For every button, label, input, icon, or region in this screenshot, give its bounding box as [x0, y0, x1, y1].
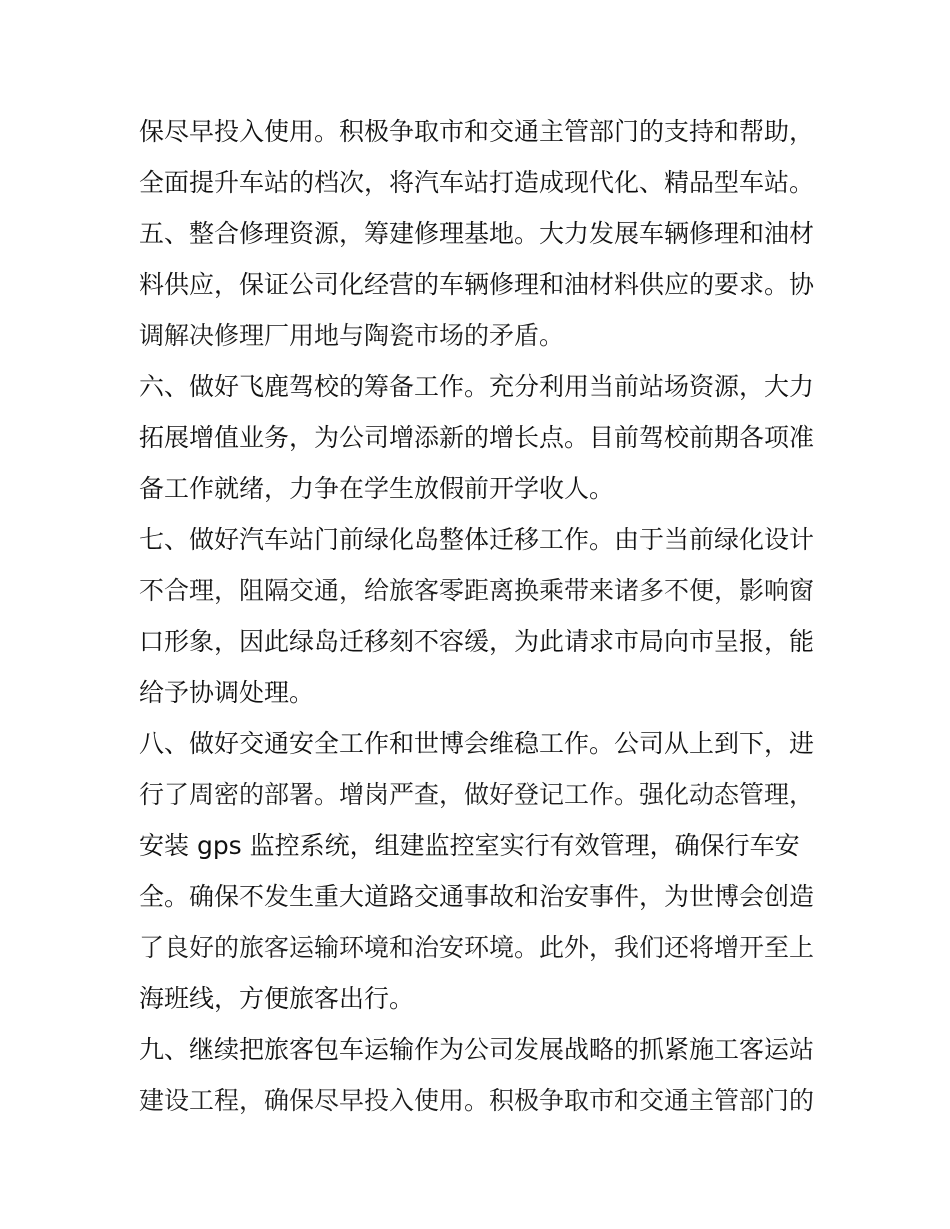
- text-line: 安装 gps 监控系统，组建监控室实行有效管理，确保行车安: [139, 831, 800, 860]
- text-line: 行了周密的部署。增岗严查，做好登记工作。强化动态管理，: [139, 780, 815, 809]
- text-line: 拓展增值业务，为公司增添新的增长点。目前驾校前期各项准: [139, 423, 815, 452]
- text-line: 给予协调处理。: [139, 678, 315, 707]
- text-line: 全。确保不发生重大道路交通事故和治安事件，为世博会创造: [139, 882, 815, 911]
- text-line: 料供应，保证公司化经营的车辆修理和油材料供应的要求。协: [139, 270, 815, 299]
- text-line: 六、做好飞鹿驾校的筹备工作。充分利用当前站场资源，大力: [139, 372, 815, 401]
- text-line: 五、整合修理资源，筹建修理基地。大力发展车辆修理和油材: [139, 219, 815, 248]
- text-line: 七、做好汽车站门前绿化岛整体迁移工作。由于当前绿化设计: [139, 525, 815, 554]
- text-line: 八、做好交通安全工作和世博会维稳工作。公司从上到下，进: [139, 729, 815, 758]
- text-line: 不合理，阻隔交通，给旅客零距离换乘带来诸多不便，影响窗: [139, 576, 815, 605]
- text-line: 全面提升车站的档次，将汽车站打造成现代化、精品型车站。: [139, 168, 815, 197]
- text-line: 建设工程，确保尽早投入使用。积极争取市和交通主管部门的: [139, 1086, 815, 1115]
- body-text: [139, 106, 819, 1126]
- text-line: 海班线，方便旅客出行。: [139, 984, 415, 1013]
- text-line: 九、继续把旅客包车运输作为公司发展战略的抓紧施工客运站: [139, 1035, 815, 1064]
- text-line: 备工作就绪，力争在学生放假前开学收人。: [139, 474, 615, 503]
- text-line: 口形象，因此绿岛迁移刻不容缓，为此请求市局向市呈报，能: [139, 627, 815, 656]
- text-line: 保尽早投入使用。积极争取市和交通主管部门的支持和帮助，: [139, 117, 815, 146]
- text-line: 了良好的旅客运输环境和治安环境。此外，我们还将增开至上: [139, 933, 815, 962]
- text-line: 调解决修理厂用地与陶瓷市场的矛盾。: [139, 321, 565, 350]
